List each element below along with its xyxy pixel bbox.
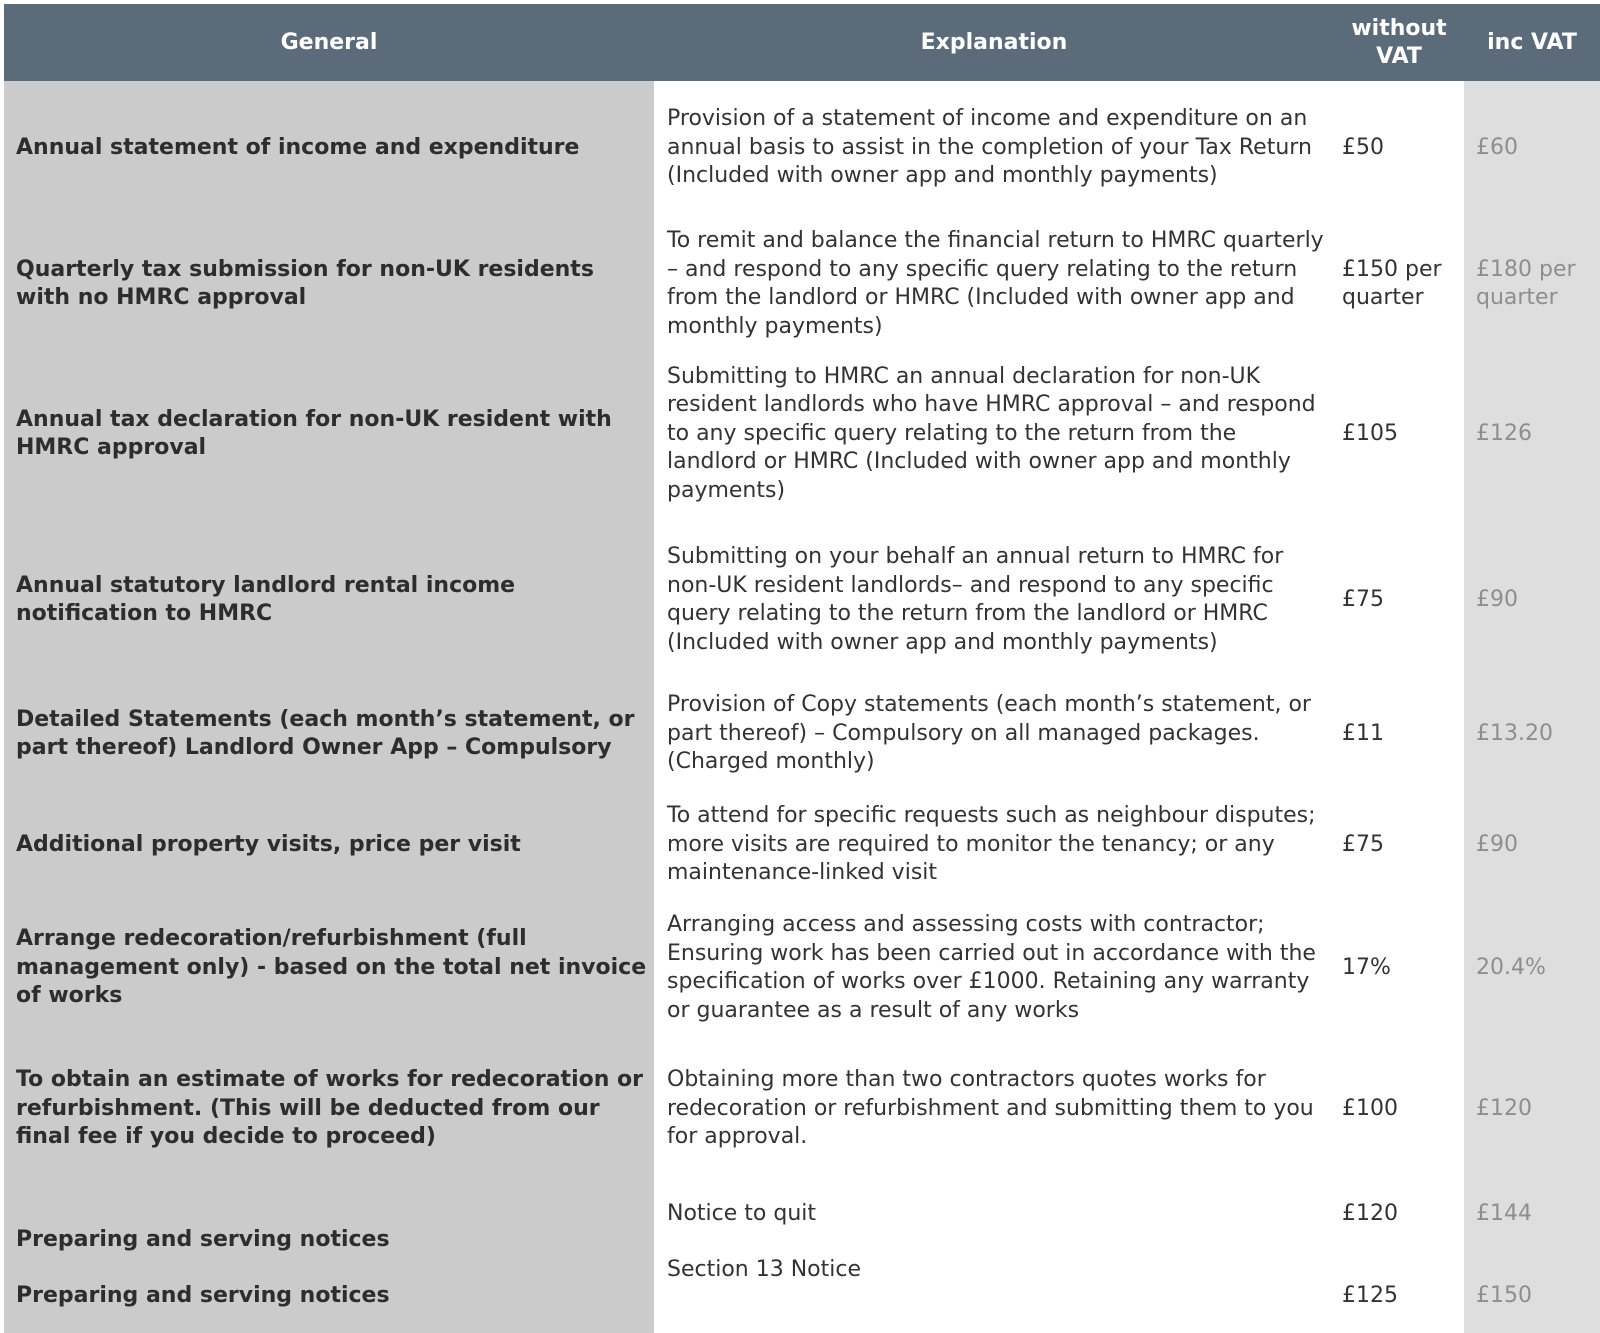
- header-without-vat: without VAT: [1351, 15, 1447, 69]
- row-explanation: Arranging access and assessing costs with contractor; Ensuring work has been carried out in accordance with the specification of works over £1000. Retaining any warranty or guarantee as a result of any works: [667, 912, 1316, 1023]
- header-general: General: [280, 29, 378, 55]
- row-without-vat: £125: [1342, 1282, 1398, 1308]
- row-general: To obtain an estimate of works for redecoration or refurbishment. (This will be deducted from our final fee if you decide to proceed): [16, 1067, 644, 1150]
- row-inc-vat: £60: [1476, 134, 1518, 160]
- row-without-vat: £105: [1342, 420, 1398, 446]
- row-inc-vat: £126: [1476, 420, 1532, 446]
- row-general: Preparing and serving notices: [16, 1226, 390, 1252]
- row-inc-vat: £90: [1476, 586, 1518, 612]
- row-inc-vat: 20.4%: [1476, 954, 1546, 980]
- row-inc-vat: £144: [1476, 1201, 1532, 1226]
- row-explanation: Notice to quit: [667, 1201, 817, 1226]
- row-explanation: Provision of Copy statements (each month’s statement, or part thereof) – Compulsory on all managed packages. (Charged monthly): [667, 692, 1311, 775]
- table-row: [4, 224, 1600, 344]
- table-row: [4, 908, 1600, 1028]
- row-explanation: Submitting to HMRC an annual declaration for non-UK resident landlords who have HMRC approval – and respond to any specific query relating to the return from the landlord or HMRC (Included with owner app and monthly payments): [667, 363, 1316, 503]
- row-explanation: Obtaining more than two contractors quotes works for redecoration or refurbishment and submitting them to you for approval.: [667, 1067, 1314, 1150]
- table-row: [4, 799, 1600, 891]
- row-inc-vat: £13.20: [1476, 720, 1553, 746]
- row-without-vat: £75: [1342, 586, 1384, 612]
- row-without-vat: £11: [1342, 720, 1384, 746]
- row-without-vat: £50: [1342, 134, 1384, 160]
- row-without-vat: £120: [1342, 1201, 1398, 1226]
- row-general: Additional property visits, price per visit: [16, 831, 521, 857]
- row-general: Annual statutory landlord rental income notification to HMRC: [16, 572, 516, 626]
- row-explanation: Section 13 Notice: [667, 1257, 862, 1282]
- row-explanation: To remit and balance the financial return to HMRC quarterly – and respond to any specific query relating to the return from the landlord or HMRC (Included with owner app and monthly payments): [667, 228, 1324, 339]
- row-without-vat: 17%: [1342, 954, 1391, 980]
- table-row: [4, 1047, 1600, 1171]
- row-general: Quarterly tax submission for non-UK residents with no HMRC approval: [16, 256, 594, 310]
- table-row: [4, 1200, 1600, 1254]
- table-row: [4, 88, 1600, 208]
- table-row: [4, 359, 1600, 509]
- row-explanation: Submitting on your behalf an annual return to HMRC for non-UK resident landlords– and respond to any specific query relating to the return from the landlord or HMRC (Included with owner app and monthly payments): [667, 544, 1284, 655]
- table-row: [4, 688, 1600, 780]
- header-explanation: Explanation: [920, 29, 1068, 55]
- row-general: Preparing and serving notices: [16, 1282, 390, 1308]
- row-inc-vat: £90: [1476, 831, 1518, 857]
- row-general: Annual tax declaration for non-UK resident with HMRC approval: [16, 406, 612, 460]
- row-general: Arrange redecoration/refurbishment (full management only) - based on the total net invoice of works: [16, 926, 647, 1009]
- row-explanation: To attend for specific requests such as neighbour disputes; more visits are required to monitor the tenancy; or any maintenance-linked visit: [667, 803, 1316, 886]
- row-without-vat: £150 per quarter: [1342, 256, 1442, 310]
- row-inc-vat: £120: [1476, 1095, 1532, 1121]
- row-without-vat: £75: [1342, 831, 1384, 857]
- table-row: [4, 1256, 1600, 1310]
- row-without-vat: £100: [1342, 1095, 1398, 1121]
- table-row: [4, 525, 1600, 675]
- table-header: [4, 4, 1600, 81]
- row-inc-vat: £180 per quarter: [1476, 256, 1576, 310]
- header-inc-vat: inc VAT: [1487, 29, 1577, 55]
- row-general: Annual statement of income and expenditure: [16, 134, 580, 160]
- row-inc-vat: £150: [1476, 1282, 1532, 1308]
- row-general: Detailed Statements (each month’s statement, or part thereof) Landlord Owner App – Compulsory: [16, 706, 635, 760]
- row-explanation: Provision of a statement of income and expenditure on an annual basis to assist in the completion of your Tax Return (Included with owner app and monthly payments): [667, 106, 1312, 189]
